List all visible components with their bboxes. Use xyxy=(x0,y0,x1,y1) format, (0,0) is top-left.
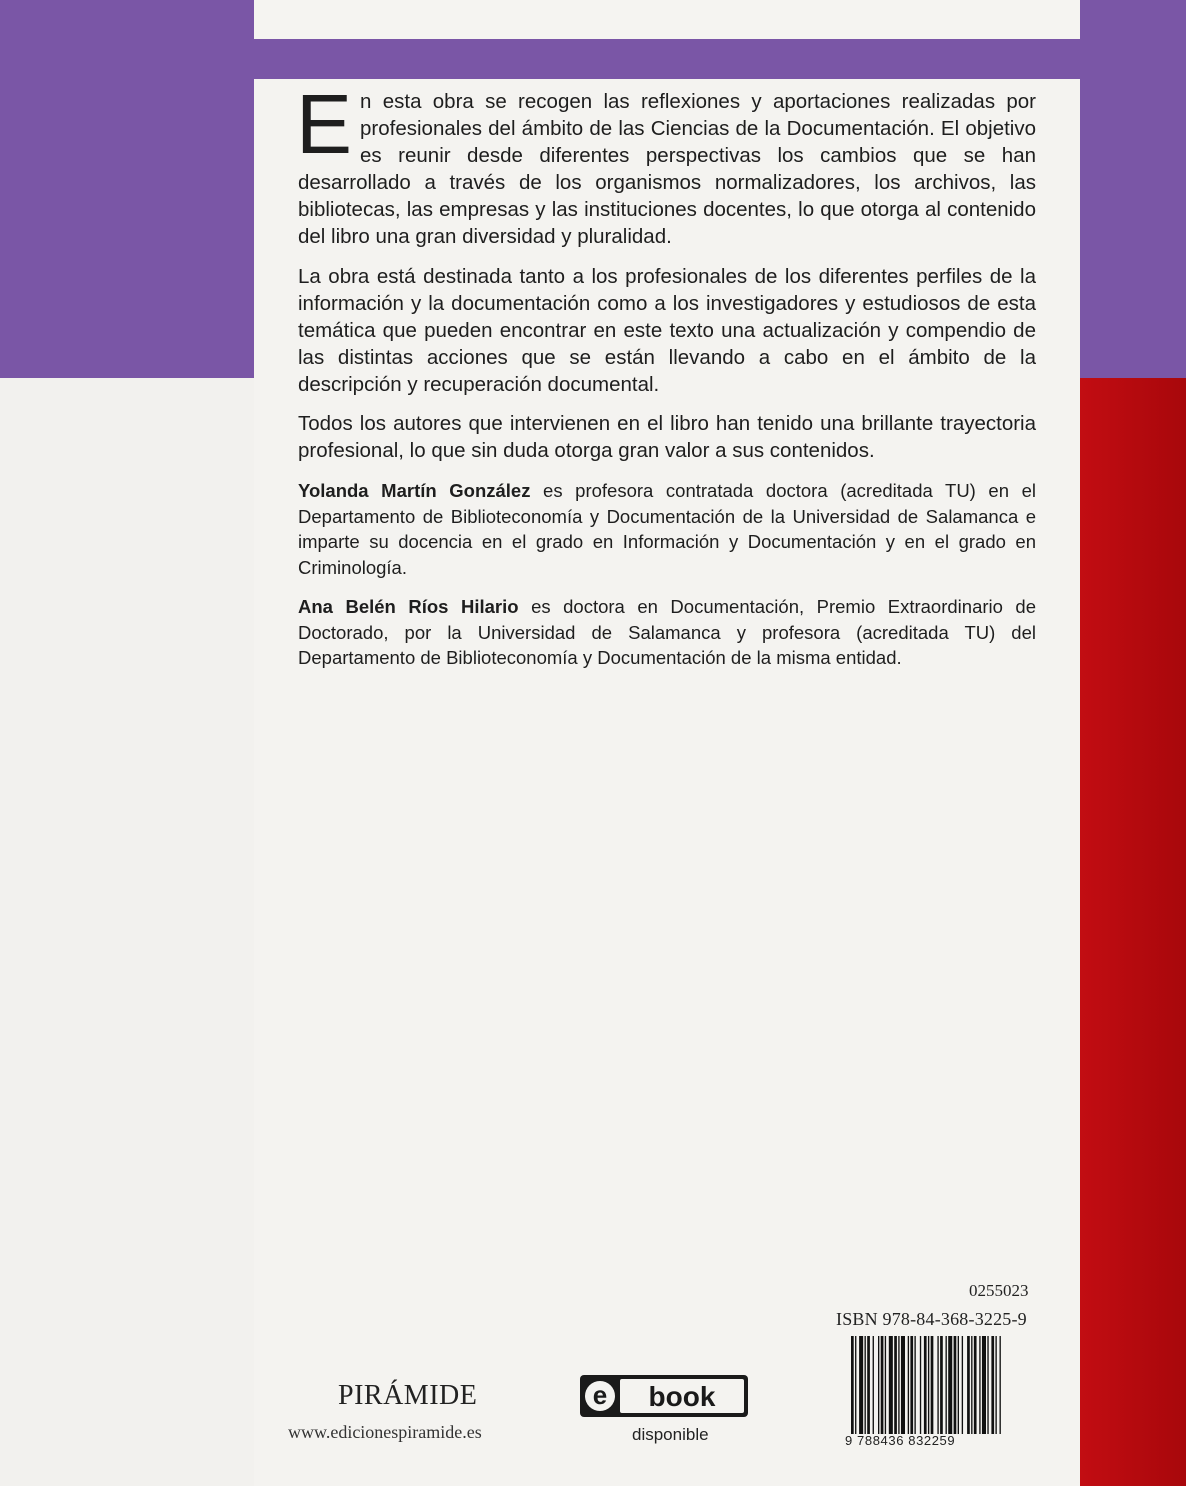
ebook-logo-e: e xyxy=(592,1380,608,1410)
publisher-logo: PIRÁMIDE xyxy=(338,1380,478,1411)
author-name-2: Ana Belén Ríos Hilario xyxy=(298,596,519,618)
description-paragraph-1-text: n esta obra se recogen las reflexiones y aportaciones realizadas por profesionales del ámbito de las Ciencias de la Documentación. El objetivo es reunir desde diferentes perspectivas los cambios que se han desarrollado a través de los organismos normalizadores, los archivos, las bibliotecas, las empresas y las instituciones docentes, lo que otorga al contenido del libro una gran diversidad y pluralidad. xyxy=(298,90,1036,249)
description-paragraph-3: Todos los autores que intervienen en el libro han tenido una brillante trayectoria profesional, lo que sin duda otorga gran valor a sus contenidos. xyxy=(298,412,1036,463)
red-color-band xyxy=(1080,378,1186,1486)
product-code: 0255023 xyxy=(969,1281,1029,1300)
drop-cap: E xyxy=(296,77,353,171)
author-bio-1 xyxy=(298,478,1036,580)
author-name-1: Yolanda Martín González xyxy=(298,480,531,502)
description-paragraph-1 xyxy=(296,77,1036,251)
author-bio-2 xyxy=(298,594,1036,671)
barcode-bars-icon xyxy=(851,1336,1045,1434)
top-white-panel xyxy=(254,0,1080,39)
barcode-digits: 9 788436 832259 xyxy=(845,1433,956,1448)
author-bio-text-2: es doctora en Documentación, Premio Extraordinario de Doctorado, por la Universidad de Salamanca y profesora (acreditada TU) del Departamento de Biblioteconomía y Documentación de la misma entidad. xyxy=(298,596,1037,669)
description-block xyxy=(296,77,1037,681)
isbn-label: ISBN 978-84-368-3225-9 xyxy=(836,1309,1027,1329)
description-paragraph-2: La obra está destinada tanto a los profesionales de los diferentes perfiles de la información y la documentación como a los investigadores y estudiosos de esta temática que pueden encontrar en este texto una actualización y compendio de las distintas acciones que se están llevando a cabo en el ámbito de la descripción y recuperación documental. xyxy=(298,264,1036,396)
ebook-logo-book: book xyxy=(648,1381,716,1412)
publisher-website[interactable]: www.edicionespiramide.es xyxy=(288,1422,482,1442)
author-bio-text-1: es profesora contratada doctora (acreditada TU) en el Departamento de Biblioteconomía y Documentación de la Universidad de Salamanca e imparte su docencia en el grado en Información y Documentación y en el grado en Criminología. xyxy=(298,480,1036,578)
ebook-logo xyxy=(580,1375,748,1417)
barcode xyxy=(845,1336,1045,1452)
ebook-available-label: disponible xyxy=(632,1425,709,1444)
